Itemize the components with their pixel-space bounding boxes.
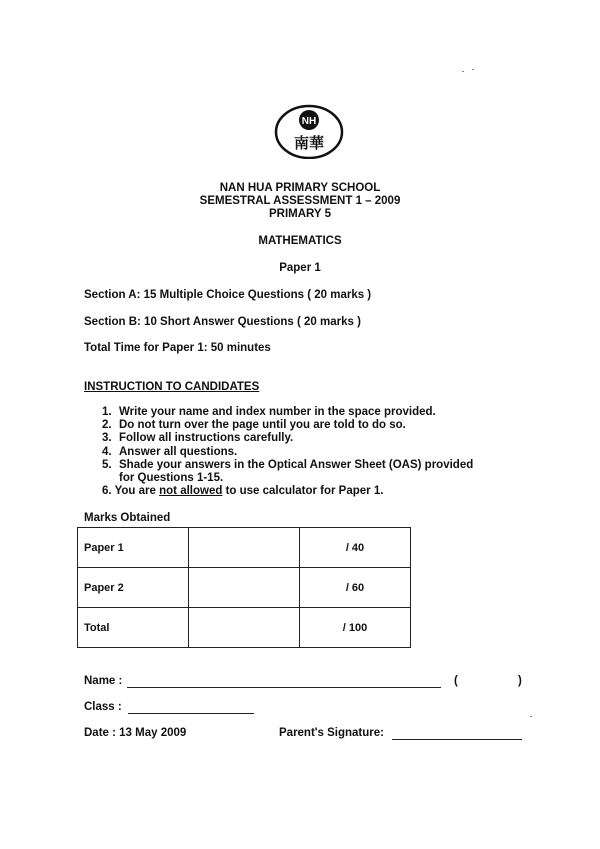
scan-speck [472, 69, 474, 70]
row-total: / 40 [300, 528, 411, 568]
school-logo [274, 103, 344, 159]
score-cell[interactable] [189, 528, 300, 568]
instruction-item: 1. Write your name and index number in the space provided. [102, 406, 436, 418]
marks-title: Marks Obtained [84, 512, 171, 524]
row-label: Paper 1 [78, 528, 189, 568]
row-total: / 100 [300, 608, 411, 648]
instruction-item: 3. Follow all instructions carefully. [102, 432, 294, 445]
name-field[interactable] [127, 687, 441, 688]
signature-field[interactable] [392, 739, 522, 740]
instructions-list [102, 406, 473, 485]
instruction-item-continued: for Questions 1-15. [119, 472, 224, 485]
row-label: Paper 2 [78, 568, 189, 608]
signature-label: Parent's Signature: [279, 727, 384, 739]
class-field[interactable] [128, 713, 254, 714]
table-row [78, 608, 411, 648]
score-cell[interactable] [189, 608, 300, 648]
index-paren-open: ( [454, 675, 458, 687]
subject: MATHEMATICS [258, 235, 342, 247]
school-name: NAN HUA PRIMARY SCHOOL [219, 182, 381, 194]
paper-number: Paper 1 [279, 262, 321, 274]
logo-letters: NH [301, 116, 317, 127]
not-allowed-emphasis: not allowed [159, 485, 223, 497]
index-paren-close: ) [518, 675, 522, 687]
instruction-item: 5. Shade your answers in the Optical Answer Sheet (OAS) provided [102, 458, 474, 471]
logo-chinese: 南華 [293, 134, 325, 152]
exam-date: Date : 13 May 2009 [84, 727, 187, 739]
name-label: Name : [84, 675, 123, 687]
marks-table [77, 527, 411, 648]
row-total: / 60 [300, 568, 411, 608]
assessment-title: SEMESTRAL ASSESSMENT 1 – 2009 [199, 195, 401, 207]
scan-speck [462, 71, 464, 72]
scan-speck [530, 716, 532, 717]
section-b: Section B: 10 Short Answer Questions ( 20 marks ) [84, 316, 361, 328]
instruction-item: 4. Answer all questions. [102, 445, 238, 458]
class-label: Class : [84, 701, 122, 713]
table-row [78, 528, 411, 568]
instructions-heading: INSTRUCTION TO CANDIDATES [84, 381, 260, 393]
table-row [78, 568, 411, 608]
instruction-item: 2. Do not turn over the page until you are told to do so. [102, 419, 406, 432]
level: PRIMARY 5 [269, 208, 331, 220]
total-time: Total Time for Paper 1: 50 minutes [84, 342, 271, 354]
row-label: Total [78, 608, 189, 648]
instruction-item-6: 6. You are not allowed to use calculator for Paper 1. [102, 485, 384, 497]
section-a: Section A: 15 Multiple Choice Questions ( 20 marks ) [84, 289, 372, 301]
score-cell[interactable] [189, 568, 300, 608]
